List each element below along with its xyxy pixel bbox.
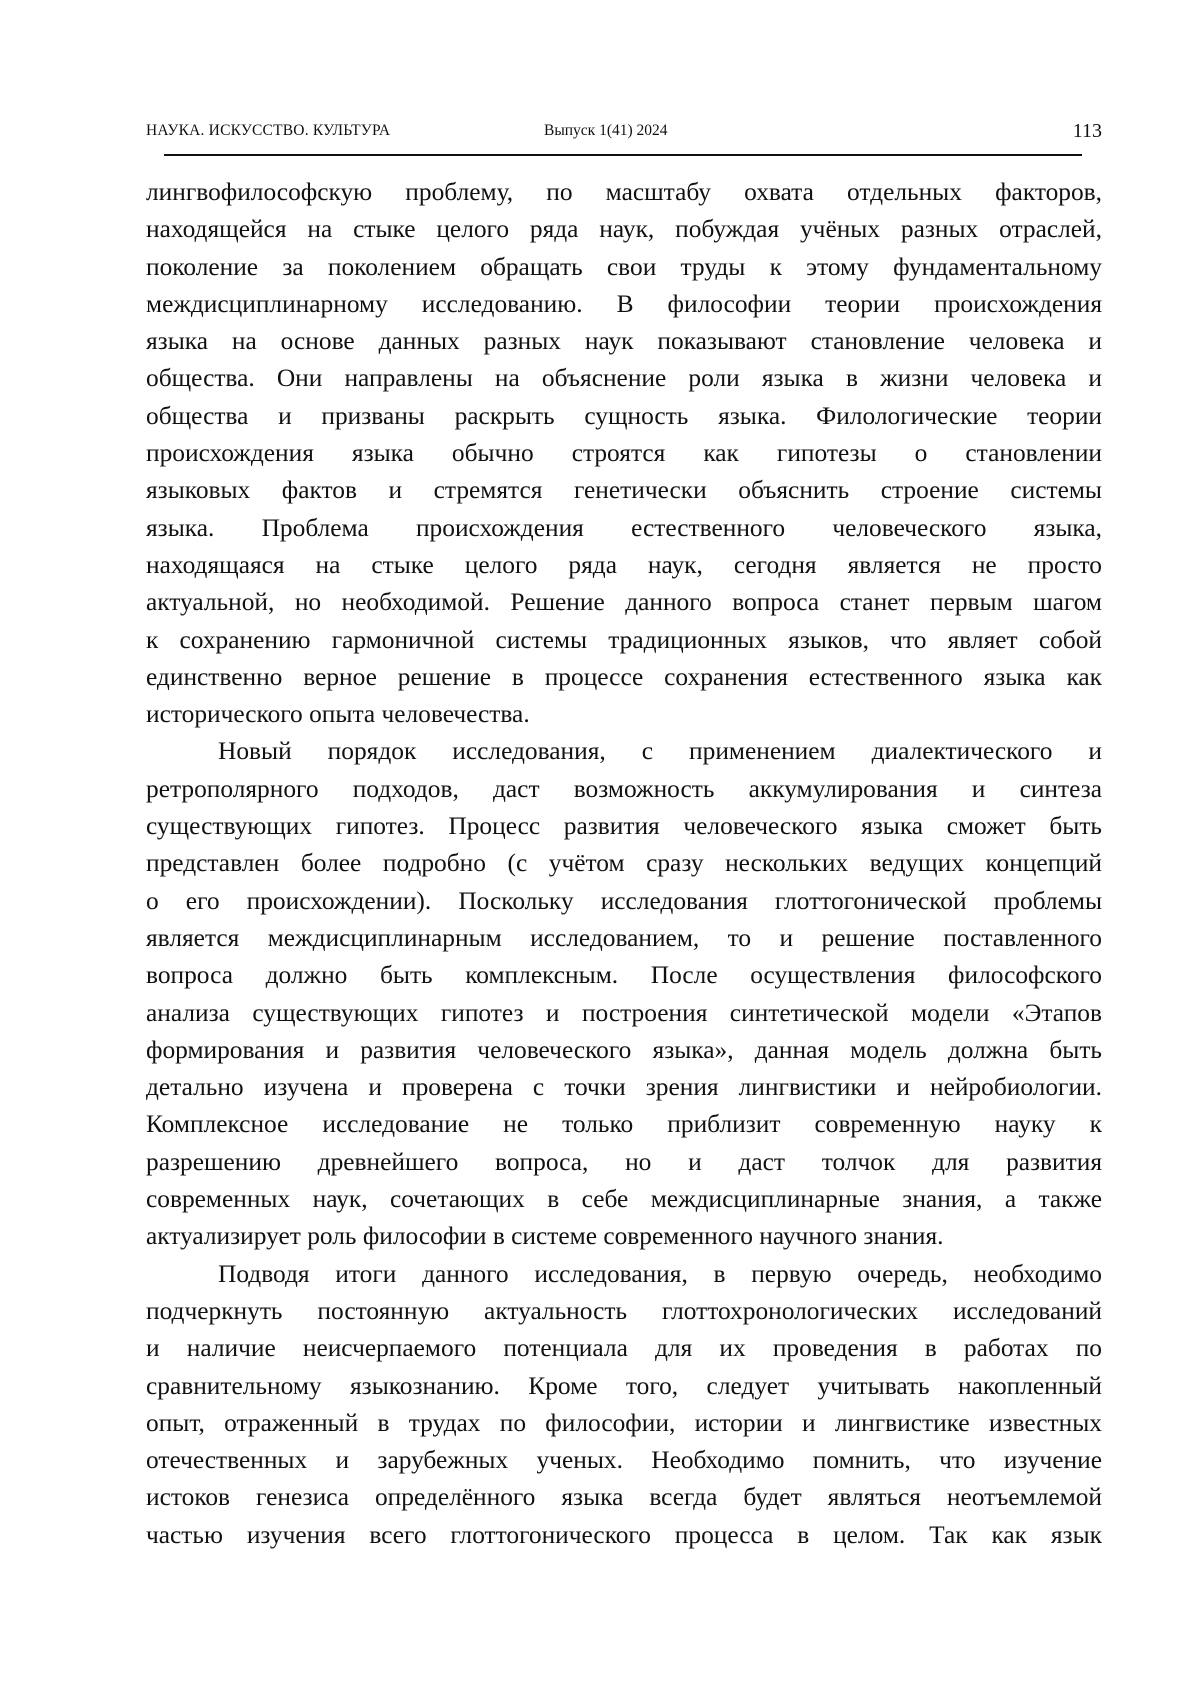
paragraph	[146, 733, 1102, 1255]
text-line: языка. Проблема происхождения естественного человеческого языка,	[146, 510, 1102, 547]
text-line: междисциплинарному исследованию. В философии теории происхождения	[146, 286, 1102, 323]
text-line: частью изучения всего глоттогонического процесса в целом. Так как язык	[146, 1517, 1102, 1554]
text-line: языка на основе данных разных наук показывают становление человека и	[146, 323, 1102, 360]
text-line: находящейся на стыке целого ряда наук, побуждая учёных разных отраслей,	[146, 211, 1102, 248]
text-line: и наличие неисчерпаемого потенциала для их проведения в работах по	[146, 1330, 1102, 1367]
text-line: к сохранению гармоничной системы традиционных языков, что являет собой	[146, 622, 1102, 659]
text-line: лингвофилософскую проблему, по масштабу охвата отдельных факторов,	[146, 174, 1102, 211]
text-line: отечественных и зарубежных ученых. Необходимо помнить, что изучение	[146, 1442, 1102, 1479]
article-body	[146, 174, 1102, 1554]
text-line: опыт, отраженный в трудах по философии, истории и лингвистике известных	[146, 1405, 1102, 1442]
text-line: детально изучена и проверена с точки зрения лингвистики и нейробиологии.	[146, 1069, 1102, 1106]
text-line: формирования и развития человеческого языка», данная модель должна быть	[146, 1032, 1102, 1069]
text-line: ретрополярного подходов, даст возможность аккумулирования и синтеза	[146, 771, 1102, 808]
text-line: находящаяся на стыке целого ряда наук, сегодня является не просто	[146, 547, 1102, 584]
header-rule	[164, 154, 1082, 156]
text-line: о его происхождении). Поскольку исследования глоттогонической проблемы	[146, 883, 1102, 920]
text-line: современных наук, сочетающих в себе междисциплинарные знания, а также	[146, 1181, 1102, 1218]
paragraph	[146, 174, 1102, 733]
text-line: сравнительному языкознанию. Кроме того, следует учитывать накопленный	[146, 1368, 1102, 1405]
text-line: Подводя итоги данного исследования, в первую очередь, необходимо	[146, 1256, 1102, 1293]
text-line: Комплексное исследование не только приблизит современную науку к	[146, 1106, 1102, 1143]
journal-page	[0, 0, 1200, 1697]
journal-name: НАУКА. ИСКУССТВО. КУЛЬТУРА	[146, 122, 390, 140]
text-line: истоков генезиса определённого языка всегда будет являться неотъемлемой	[146, 1479, 1102, 1516]
issue-info: Выпуск 1(41) 2024	[544, 122, 668, 140]
text-line: происхождения языка обычно строятся как гипотезы о становлении	[146, 435, 1102, 472]
text-line: актуальной, но необходимой. Решение данного вопроса станет первым шагом	[146, 584, 1102, 621]
text-line: исторического опыта человечества.	[146, 696, 1102, 733]
text-line: единственно верное решение в процессе сохранения естественного языка как	[146, 659, 1102, 696]
paragraph	[146, 1256, 1102, 1554]
text-line: представлен более подробно (с учётом сразу нескольких ведущих концепций	[146, 845, 1102, 882]
text-line: является междисциплинарным исследованием, то и решение поставленного	[146, 920, 1102, 957]
running-header	[146, 118, 1102, 158]
text-line: подчеркнуть постоянную актуальность глоттохронологических исследований	[146, 1293, 1102, 1330]
text-line: Новый порядок исследования, с применением диалектического и	[146, 733, 1102, 770]
text-line: поколение за поколением обращать свои труды к этому фундаментальному	[146, 249, 1102, 286]
text-line: вопроса должно быть комплексным. После осуществления философского	[146, 957, 1102, 994]
text-line: существующих гипотез. Процесс развития человеческого языка сможет быть	[146, 808, 1102, 845]
text-line: общества и призваны раскрыть сущность языка. Филологические теории	[146, 398, 1102, 435]
text-line: языковых фактов и стремятся генетически объяснить строение системы	[146, 472, 1102, 509]
text-line: разрешению древнейшего вопроса, но и даст толчок для развития	[146, 1144, 1102, 1181]
page-number: 113	[1073, 120, 1102, 143]
text-line: анализа существующих гипотез и построения синтетической модели «Этапов	[146, 995, 1102, 1032]
text-line: актуализирует роль философии в системе современного научного знания.	[146, 1218, 1102, 1255]
text-line: общества. Они направлены на объяснение роли языка в жизни человека и	[146, 360, 1102, 397]
